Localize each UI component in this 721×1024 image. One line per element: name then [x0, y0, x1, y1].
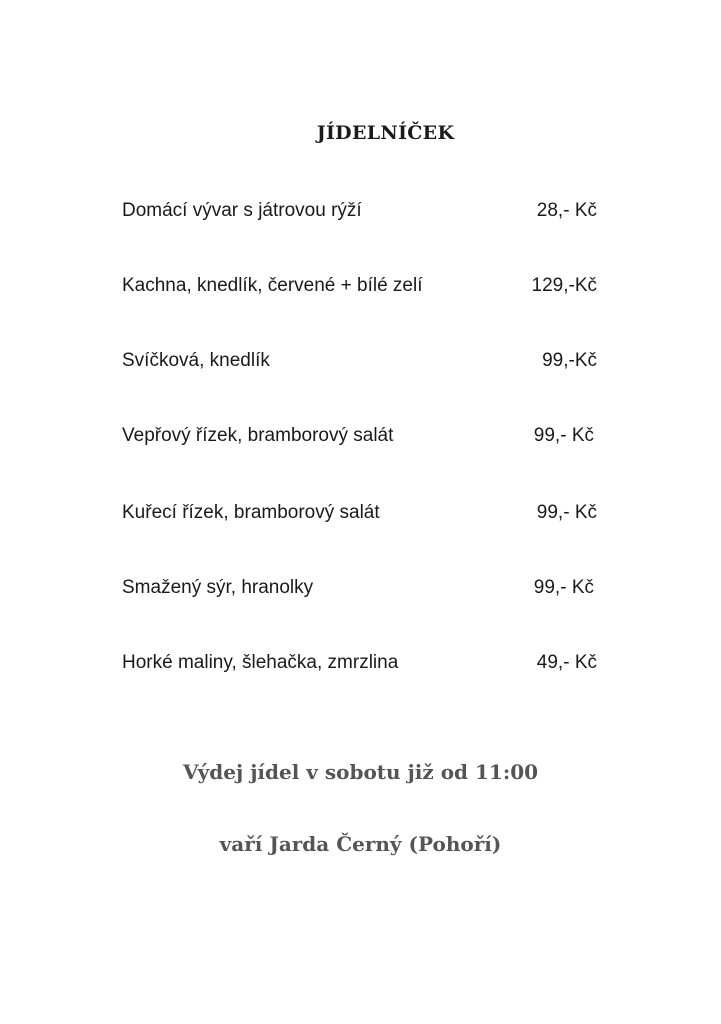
menu-item-price: 99,- Kč	[536, 502, 597, 523]
cook-note: vaří Jarda Černý (Pohoří)	[219, 832, 502, 856]
menu-item	[122, 200, 602, 226]
menu-item-price: 99,-Kč	[542, 350, 597, 371]
menu-item-name: Kachna, knedlík, červené + bílé zelí	[122, 275, 423, 296]
menu-item-price: 99,- Kč	[533, 425, 594, 446]
menu-item-price: 129,-Kč	[531, 275, 597, 296]
menu-item	[122, 275, 602, 301]
menu-item	[122, 652, 602, 678]
menu-item-name: Vepřový řízek, bramborový salát	[122, 425, 394, 446]
menu-item-name: Svíčková, knedlík	[122, 350, 270, 371]
menu-item-price: 28,- Kč	[536, 200, 597, 221]
menu-item-name: Horké maliny, šlehačka, zmrzlina	[122, 652, 399, 673]
service-note: Výdej jídel v sobotu již od 11:00	[182, 760, 539, 784]
menu-item	[122, 425, 602, 451]
menu-item-price: 99,- Kč	[533, 577, 594, 598]
menu-item	[122, 502, 602, 528]
menu-item-price: 49,- Kč	[536, 652, 597, 673]
menu-item	[122, 577, 602, 603]
page-title: JÍDELNÍČEK	[316, 122, 455, 144]
menu-item	[122, 350, 602, 376]
menu-item-name: Domácí vývar s játrovou rýží	[122, 200, 362, 221]
menu-item-name: Kuřecí řízek, bramborový salát	[122, 502, 380, 523]
menu-item-name: Smažený sýr, hranolky	[122, 577, 314, 598]
